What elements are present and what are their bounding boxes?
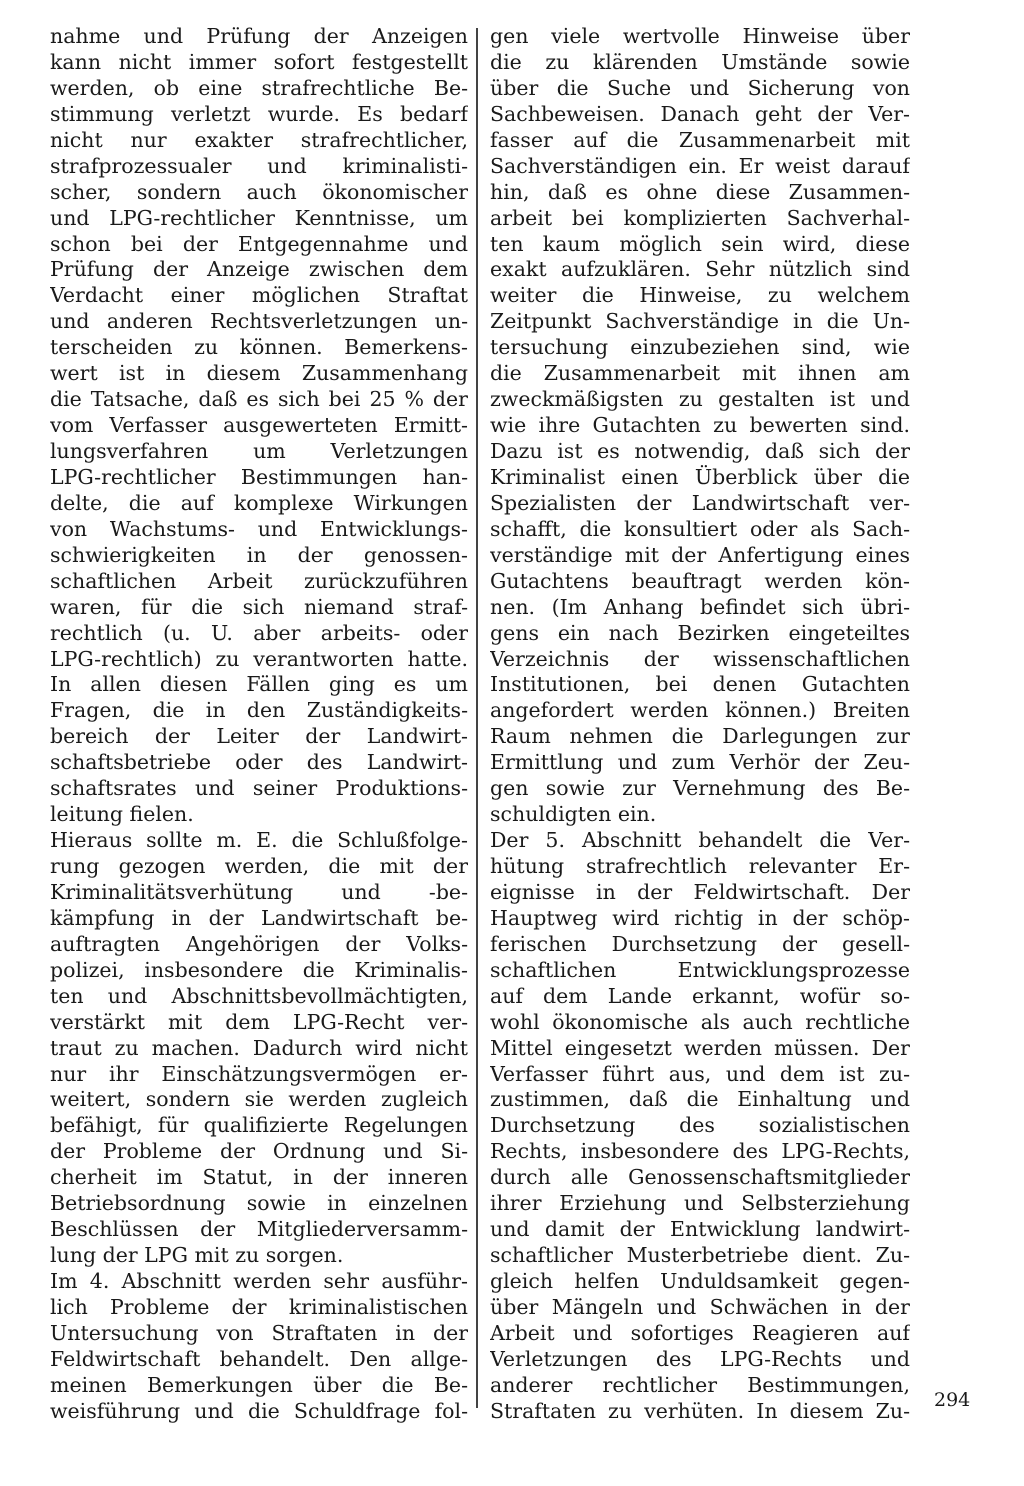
text-line: Der 5. Abschnitt behandelt die Ver- xyxy=(490,828,910,853)
text-line: nur ihr Einschätzungsvermögen er- xyxy=(50,1061,468,1086)
text-line: Betriebsordnung sowie in einzelnen xyxy=(50,1191,468,1216)
text-line: weisführung und die Schuldfrage fol- xyxy=(50,1398,468,1423)
text-line: meinen Bemerkungen über die Be- xyxy=(50,1372,468,1397)
text-line: Sachbeweisen. Danach geht der Ver- xyxy=(490,101,910,126)
text-line: In allen diesen Fällen ging es um xyxy=(50,672,468,697)
text-line: hin, daß es ohne diese Zusammen- xyxy=(490,179,910,204)
text-line: delte, die auf komplexe Wirkungen xyxy=(50,490,468,515)
text-line: schaftsrates und seiner Produktions- xyxy=(50,776,468,801)
text-line: Fragen, die in den Zuständigkeits- xyxy=(50,698,468,723)
text-line: nahme und Prüfung der Anzeigen xyxy=(50,24,468,48)
text-line: rechtlich (u. U. aber arbeits- oder xyxy=(50,620,468,645)
text-line: verständige mit der Anfertigung eines xyxy=(490,542,910,567)
text-line: zustimmen, daß die Einhaltung und xyxy=(490,1087,910,1112)
text-line: lungsverfahren um Verletzungen xyxy=(50,439,468,463)
text-line: gen sowie zur Vernehmung des Be- xyxy=(490,776,910,801)
text-line: leitung fielen. xyxy=(50,802,194,827)
text-line: Feldwirtschaft behandelt. Den allge- xyxy=(50,1346,468,1371)
text-line: angefordert werden können.) Breiten xyxy=(490,698,910,723)
text-line: schuldigten ein. xyxy=(490,802,657,827)
text-line: Raum nehmen die Darlegungen zur xyxy=(490,724,910,749)
text-line: tersuchung einzubeziehen sind, wie xyxy=(490,335,910,360)
text-line: schaftlichen Entwicklungsprozesse xyxy=(490,957,910,982)
text-line: weiter die Hinweise, zu welchem xyxy=(490,283,910,308)
text-line: von Wachstums- und Entwicklungs- xyxy=(50,516,468,541)
text-line: ten kaum möglich sein wird, diese xyxy=(490,231,910,256)
text-line: Zeitpunkt Sachverständige in die Un- xyxy=(490,309,910,334)
text-line: arbeit bei komplizierten Sachverhal- xyxy=(490,205,910,230)
text-line: über die Suche und Sicherung von xyxy=(490,75,910,100)
text-line: ferischen Durchsetzung der gesell- xyxy=(490,931,910,956)
text-line: schwierigkeiten in der genossen- xyxy=(50,542,468,567)
left-text-column xyxy=(50,24,468,1425)
text-line: schaftsbetriebe oder des Landwirt- xyxy=(50,750,468,775)
text-line: Hauptweg wird richtig in der schöp- xyxy=(490,905,910,930)
text-line: Verletzungen des LPG-Rechts und xyxy=(490,1346,910,1371)
text-line: die Tatsache, daß es sich bei 25 % der xyxy=(50,387,468,412)
text-line: Verfasser führt aus, und dem ist zu- xyxy=(490,1061,910,1086)
text-line: gleich helfen Unduldsamkeit gegen- xyxy=(490,1269,910,1293)
text-line: kämpfung in der Landwirtschaft be- xyxy=(50,905,468,930)
text-line: nen. (Im Anhang befindet sich übri- xyxy=(490,594,910,619)
text-line: auftragten Angehörigen der Volks- xyxy=(50,931,468,956)
text-line: und damit der Entwicklung landwirt- xyxy=(490,1217,910,1242)
text-line: polizei, insbesondere die Kriminalis- xyxy=(50,957,468,982)
text-line: ihrer Erziehung und Selbsterziehung xyxy=(490,1191,910,1216)
text-line: wie ihre Gutachten zu bewerten sind. xyxy=(490,413,910,438)
text-line: Arbeit und sofortiges Reagieren auf xyxy=(490,1320,910,1345)
text-line: die Zusammenarbeit mit ihnen am xyxy=(490,361,910,386)
text-line: durch alle Genossenschaftsmitglieder xyxy=(490,1165,910,1190)
text-line: schafft, die konsultiert oder als Sach- xyxy=(490,516,910,541)
text-line: rung gezogen werden, die mit der xyxy=(50,854,468,878)
text-line: kann nicht immer sofort festgestellt xyxy=(50,49,468,74)
text-line: werden, ob eine strafrechtliche Be- xyxy=(50,75,468,100)
text-line: Dazu ist es notwendig, daß sich der xyxy=(490,439,910,463)
text-line: Institutionen, bei denen Gutachten xyxy=(490,672,910,697)
text-line: Spezialisten der Landwirtschaft ver- xyxy=(490,490,910,515)
text-line: befähigt, für qualifizierte Regelungen xyxy=(50,1113,468,1138)
text-line: wohl ökonomische als auch rechtliche xyxy=(490,1009,910,1034)
text-line: weitert, sondern sie werden zugleich xyxy=(50,1087,468,1112)
text-line: LPG-rechtlicher Bestimmungen han- xyxy=(50,464,468,489)
text-line: Verzeichnis der wissenschaftlichen xyxy=(490,646,910,671)
text-line: anderer rechtlicher Bestimmungen, xyxy=(490,1372,910,1397)
text-line: lung der LPG mit zu sorgen. xyxy=(50,1243,344,1268)
text-line: gens ein nach Bezirken eingeteiltes xyxy=(490,620,910,645)
text-line: lich Probleme der kriminalistischen xyxy=(50,1294,468,1319)
text-line: Gutachtens beauftragt werden kön- xyxy=(490,568,910,593)
text-line: Ermittlung und zum Verhör der Zeu- xyxy=(490,750,910,775)
text-line: hütung strafrechtlich relevanter Er- xyxy=(490,854,910,878)
text-line: Straftaten zu verhüten. In diesem Zu- xyxy=(490,1398,910,1423)
text-line: der Probleme der Ordnung und Si- xyxy=(50,1139,468,1164)
text-line: scher, sondern auch ökonomischer xyxy=(50,179,468,204)
text-line: verstärkt mit dem LPG-Recht ver- xyxy=(50,1009,468,1034)
text-line: traut zu machen. Dadurch wird nicht xyxy=(50,1035,468,1060)
text-line: ten und Abschnittsbevollmächtigten, xyxy=(50,983,468,1008)
right-text-column xyxy=(490,24,910,1425)
text-line: stimmung verletzt wurde. Es bedarf xyxy=(50,101,468,126)
text-line: Prüfung der Anzeige zwischen dem xyxy=(50,257,468,282)
text-line: Im 4. Abschnitt werden sehr ausführ- xyxy=(50,1269,468,1293)
text-line: Untersuchung von Straftaten in der xyxy=(50,1320,468,1345)
text-line: strafprozessualer und kriminalisti- xyxy=(50,153,468,178)
text-line: exakt aufzuklären. Sehr nützlich sind xyxy=(490,257,910,282)
text-line: Kriminalist einen Überblick über die xyxy=(490,464,910,489)
text-line: Rechts, insbesondere des LPG-Rechts, xyxy=(490,1139,910,1164)
text-line: und LPG-rechtlicher Kenntnisse, um xyxy=(50,205,468,230)
text-line: Beschlüssen der Mitgliederversamm- xyxy=(50,1217,468,1242)
text-line: die zu klärenden Umstände sowie xyxy=(490,49,910,74)
text-line: fasser auf die Zusammenarbeit mit xyxy=(490,127,910,152)
text-line: schaftlicher Musterbetriebe dient. Zu- xyxy=(490,1243,910,1268)
text-line: wert ist in diesem Zusammenhang xyxy=(50,361,468,386)
page-number: 294 xyxy=(934,1389,971,1411)
text-line: Mittel eingesetzt werden müssen. Der xyxy=(490,1035,910,1060)
text-line: bereich der Leiter der Landwirt- xyxy=(50,724,468,749)
text-line: vom Verfasser ausgewerteten Ermitt- xyxy=(50,413,468,438)
text-line: schon bei der Entgegennahme und xyxy=(50,231,468,256)
text-line: Kriminalitätsverhütung und -be- xyxy=(50,879,468,904)
text-line: und anderen Rechtsverletzungen un- xyxy=(50,309,468,334)
text-line: schaftlichen Arbeit zurückzuführen xyxy=(50,568,468,593)
text-line: Verdacht einer möglichen Straftat xyxy=(50,283,468,308)
text-line: terscheiden zu können. Bemerkens- xyxy=(50,335,468,360)
text-line: auf dem Lande erkannt, wofür so- xyxy=(490,983,910,1008)
text-line: cherheit im Statut, in der inneren xyxy=(50,1165,468,1190)
text-line: eignisse in der Feldwirtschaft. Der xyxy=(490,879,910,904)
text-line: nicht nur exakter strafrechtlicher, xyxy=(50,127,468,152)
text-line: zweckmäßigsten zu gestalten ist und xyxy=(490,387,910,412)
text-line: LPG-rechtlich) zu verantworten hatte. xyxy=(50,646,468,671)
text-line: Hieraus sollte m. E. die Schlußfolge- xyxy=(50,828,468,853)
text-line: Sachverständigen ein. Er weist darauf xyxy=(490,153,910,178)
text-line: waren, für die sich niemand straf- xyxy=(50,594,468,619)
text-line: über Mängeln und Schwächen in der xyxy=(490,1294,910,1319)
text-line: gen viele wertvolle Hinweise über xyxy=(490,24,910,48)
text-line: Durchsetzung des sozialistischen xyxy=(490,1113,910,1138)
column-divider xyxy=(476,28,478,1408)
